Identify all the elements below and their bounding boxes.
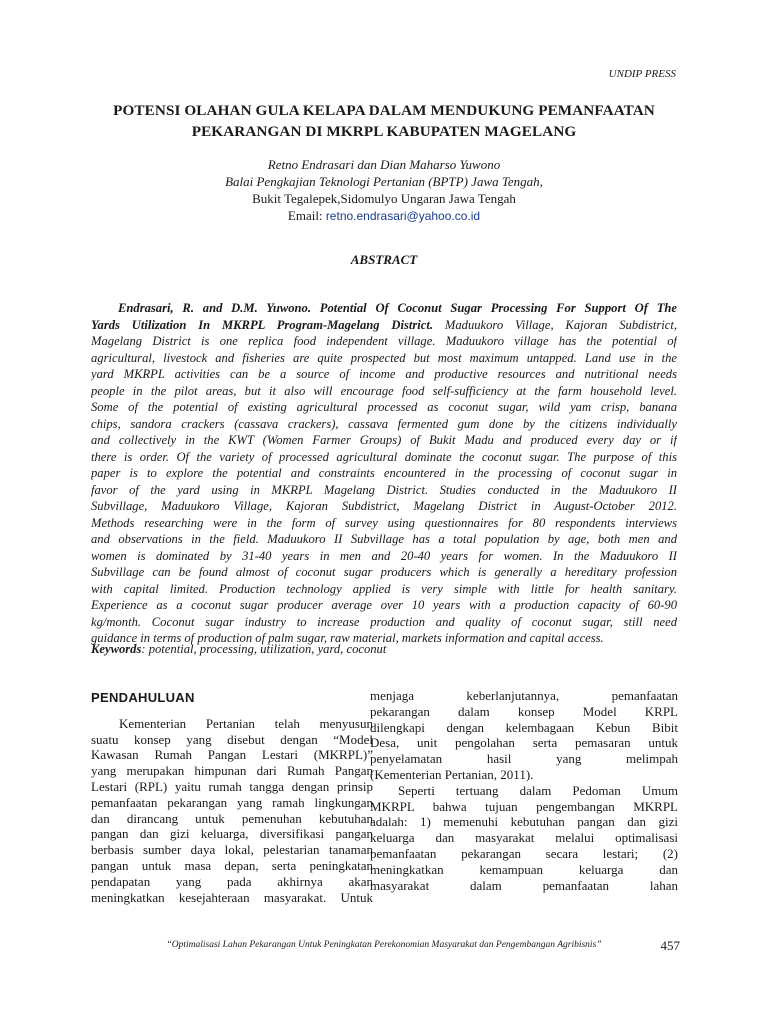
abstract-line: and collectively in the KWT (Women Farmer Groups) of Bukit Madu and produced every day or if <box>91 433 677 447</box>
keywords-label: Keywords <box>91 642 142 656</box>
left-column <box>91 690 373 905</box>
abstract-line: with capital limited. Production technology applied is very simple with little for health sanitary. <box>91 581 677 596</box>
body-line: pangan untuk masa depan, serta peningkatan <box>91 857 373 873</box>
abstract-line: Magelang District is one replica food independent village. Maduukoro village has the potential of <box>91 334 677 348</box>
body-line: pemanfaatan pekarangan secara lestari; (2) <box>370 845 678 861</box>
author-address: Bukit Tegalepek,Sidomulyo Ungaran Jawa Tengah <box>252 191 516 206</box>
body-line: menjaga keberlanjutannya, pemanfaatan <box>370 688 678 703</box>
author-email-row <box>0 207 768 225</box>
paper-title <box>0 100 768 142</box>
body-line: pangan dan gizi keluarga, diversifikasi pangan <box>91 826 373 842</box>
abstract-line: Methods researching were in the form of survey using questionnaires for 80 respondents interviews <box>91 515 677 530</box>
abstract-line: agricultural, livestock and fisheries are quite prospected but most maximum untapped. Land use in the <box>91 350 677 365</box>
abstract-line: paper is to explore the potential and constraints encountered in the processing of coconut sugar in <box>91 466 677 480</box>
body-line: Lestari (RPL) yaitu rumah tangga dengan prinsip <box>91 778 373 794</box>
abstract-line: favor of the yard using in MKRPL Magelang District. Studies conducted in the Maduukoro II <box>91 482 677 497</box>
abstract-line: and observations in the field. Maduukoro II Subvillage has a total population by age, both men and <box>91 532 677 546</box>
abstract-lead-bold-1: Endrasari, R. and D.M. Yuwono. Potential Of Coconut Sugar Processing For Support Of The <box>118 301 677 315</box>
abstract-line: Experience as a coconut sugar producer average over 10 years with a production capacity of 60-90 <box>91 598 677 612</box>
abstract-line: guidance in terms of production of palm sugar, raw material, markets information and capital access. <box>91 631 604 645</box>
email-link[interactable]: retno.endrasari@yahoo.co.id <box>325 209 481 223</box>
title-line-2: PEKARANGAN DI MKRPL KABUPATEN MAGELANG <box>191 123 577 140</box>
abstract-line: there is order. Of the variety of processed agricultural dominate the coconut sugar. The purpose of this <box>91 449 677 464</box>
abstract-line: Maduukoro Village, Kajoran Subdistrict, <box>433 317 677 332</box>
body-line: pemanfaatan pekarangan yang ramah lingkungan <box>91 794 373 810</box>
body-line: penyelamatan hasil yang melimpah <box>370 751 678 767</box>
body-line: adalah: 1) memenuhi kebutuhan pangan dan gizi <box>370 814 678 830</box>
section-heading: PENDAHULUAN <box>91 690 195 705</box>
body-line: dilengkapi dengan kelembagaan Kebun Bibit <box>370 719 678 735</box>
abstract-body <box>91 300 677 647</box>
abstract-line: women is dominated by 31-40 years in men and 20-40 years for women. In the Maduukoro II <box>91 548 677 563</box>
abstract-lead-line-1 <box>91 300 677 317</box>
abstract-heading: ABSTRACT <box>350 252 418 267</box>
body-line: Kementerian Pertanian telah menyusun <box>119 715 373 731</box>
body-line: suatu konsep yang disebut dengan “Model <box>91 731 373 747</box>
publisher-label: UNDIP PRESS <box>608 68 676 80</box>
keywords <box>91 642 677 657</box>
body-line: meningkatkan kesejahteraan masyarakat. Untuk <box>91 889 373 905</box>
abstract-lead-bold-2: Yards Utilization In MKRPL Program-Magelang District. <box>91 317 434 332</box>
body-line: Kawasan Rumah Pangan Lestari (MKRPL)” <box>91 747 373 763</box>
body-line: berbasis sumber daya lokal, pelestarian tanaman <box>91 842 373 858</box>
body-line: keluarga dan masyarakat melalui optimalisasi <box>370 830 678 846</box>
title-line-1: POTENSI OLAHAN GULA KELAPA DALAM MENDUKUNG PEMANFAATAN <box>113 102 655 119</box>
keywords-text: : potential, processing, utilization, yard, coconut <box>141 642 387 656</box>
body-line: Desa, unit pengolahan serta pemasaran untuk <box>370 735 678 751</box>
right-column <box>370 688 678 893</box>
abstract-lead-line-2 <box>91 317 677 334</box>
footer-note: “Optimalisasi Lahan Pekarangan Untuk Peningkatan Perekonomian Masyarakat dan Pengembangan Agribisnis” <box>166 940 602 950</box>
author-names: Retno Endrasari dan Dian Maharso Yuwono <box>267 157 501 172</box>
body-line: meningkatkan kemampuan keluarga dan <box>370 861 678 877</box>
body-line: (Kementerian Pertanian, 2011). <box>370 766 534 782</box>
body-line: dan dirancang untuk pemenuhan kebutuhan <box>91 810 373 826</box>
body-line: masyarakat dalam pemanfaatan lahan <box>370 877 678 893</box>
abstract-line: chips, sandora crackers (cassava crackers), cassava fermented gum done by the citizens individually <box>91 416 677 431</box>
body-line: pekarangan dalam konsep Model KRPL <box>370 703 678 719</box>
author-affiliation: Balai Pengkajian Teknologi Pertanian (BPTP) Jawa Tengah, <box>225 174 543 189</box>
abstract-line: Subvillage can be found almost of coconut sugar producers which is generally a hereditary profession <box>91 565 677 579</box>
abstract-line: people in the pilot areas, but it also will encourage food self-sufficiency at the farm household level. <box>91 383 677 398</box>
email-label: Email: <box>287 208 323 223</box>
body-line: MKRPL bahwa tujuan pengembangan MKRPL <box>370 798 678 814</box>
author-block <box>0 156 768 225</box>
abstract-line: yard MKRPL activities can be a source of income and productive resources and nutritional needs <box>91 367 677 381</box>
body-line: yang merupakan himpunan dari Rumah Pangan <box>91 763 373 779</box>
abstract-line: kg/month. Coconut sugar industry to increase production and quality of coconut sugar, still need <box>91 614 677 629</box>
abstract-line: Subvillage, Maduukoro Village, Kajoran Subdistrict, Magelang District in August-October 2012. <box>91 499 677 513</box>
body-line: Seperti tertuang dalam Pedoman Umum <box>398 782 678 798</box>
body-line: pendapatan yang pada akhirnya akan <box>91 873 373 889</box>
page-number: 457 <box>660 938 680 953</box>
abstract-line: Some of the potential of existing agricultural processed as coconut sugar, wild yam crisp, banana <box>91 400 677 414</box>
